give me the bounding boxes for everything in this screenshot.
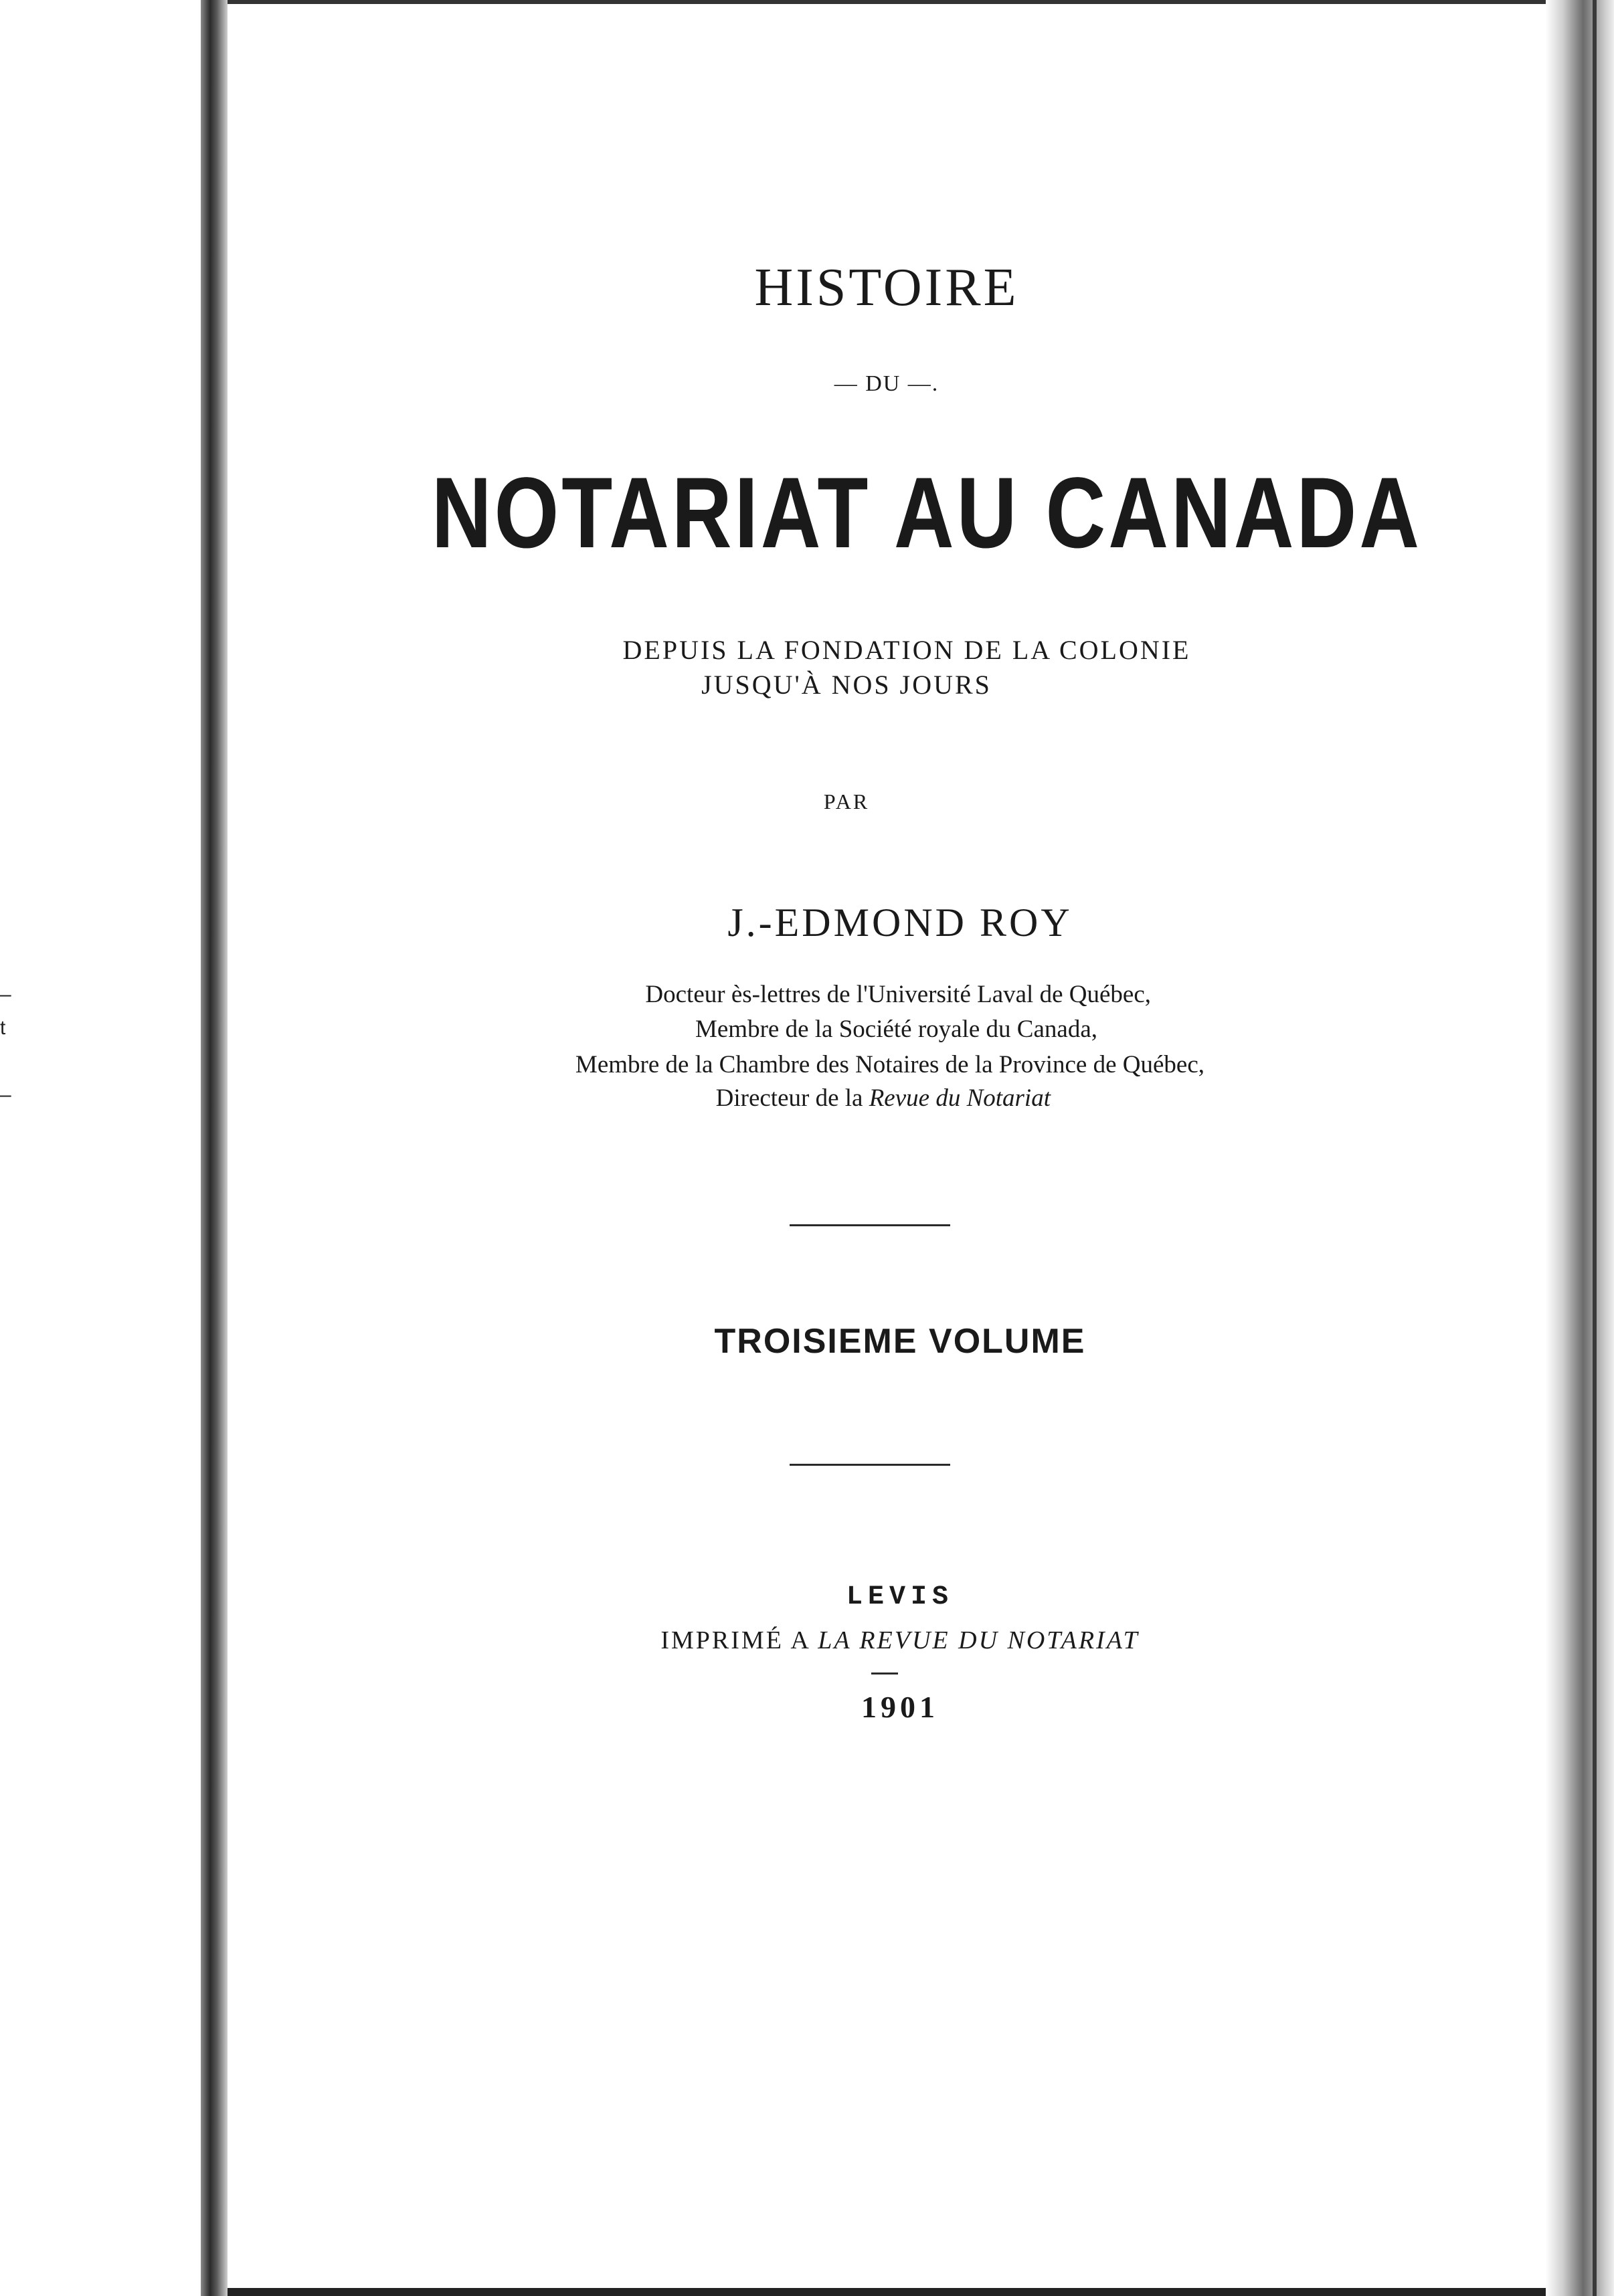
year-dash xyxy=(871,1672,898,1675)
author-credential-4 xyxy=(716,1084,1051,1113)
facing-page-char: t xyxy=(0,1017,6,1039)
author-name: J.-EDMOND ROY xyxy=(727,900,1073,945)
volume-label: TROISIEME VOLUME xyxy=(714,1322,1086,1361)
title-page xyxy=(228,0,1546,2296)
separator-rule-bottom xyxy=(790,1464,950,1466)
book-gutter-shadow xyxy=(201,0,228,2296)
author-credential-3: Membre de la Chambre des Notaires de la Province de Québec, xyxy=(575,1051,1204,1078)
title-histoire: HISTOIRE xyxy=(754,258,1019,317)
page-edge-shadow xyxy=(1546,0,1614,2296)
title-du: — DU —. xyxy=(834,371,939,396)
imprint-line xyxy=(241,1626,1559,1655)
author-credential-1: Docteur ès-lettres de l'Université Laval de Québec, xyxy=(645,981,1151,1008)
subtitle-line-2: JUSQU'À NOS JOURS xyxy=(701,670,992,700)
imprint-prefix: IMPRIMÉ A xyxy=(660,1626,818,1654)
facing-page-text-fragment: – t – xyxy=(0,983,11,1106)
publication-year: 1901 xyxy=(861,1690,939,1724)
separator-rule-top xyxy=(790,1224,950,1226)
author-credential-2: Membre de la Société royale du Canada, xyxy=(695,1016,1097,1043)
subtitle-line-1: DEPUIS LA FONDATION DE LA COLONIE xyxy=(622,635,1191,665)
facing-page xyxy=(0,0,201,2296)
publication-place: LEVIS xyxy=(846,1582,954,1612)
imprint-journal: LA REVUE DU NOTARIAT xyxy=(818,1626,1140,1654)
credential-4-prefix: Directeur de la xyxy=(715,1084,869,1112)
by-label: PAR xyxy=(823,789,870,814)
credential-4-journal: Revue du Notariat xyxy=(869,1084,1051,1112)
main-title: NOTARIAT AU CANADA xyxy=(431,456,1423,569)
